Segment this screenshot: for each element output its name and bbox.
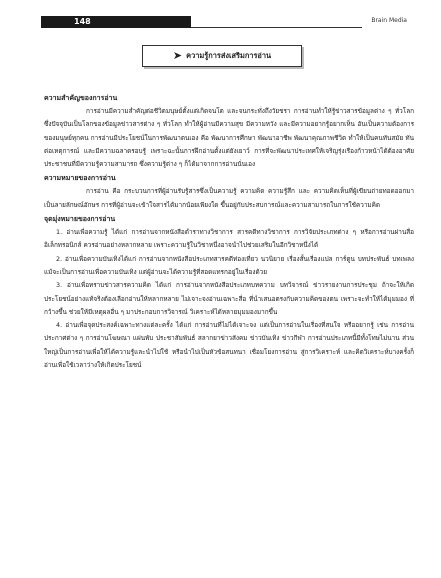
purpose-item-4: 4. อ่านเพื่อจุดประสงค์เฉพาะทางแต่ละครั้ง ได้แก่ การอ่านที่ไม่ได้เจาะจง แต่เป็นการอ่านในเรื่องที่สนใจ หรืออยากรู้ เช่น การอ่านประกาศต่าง ๆ การอ่านโฆษณา แผ่นพับ ประชาสัมพันธ์ สลากยาข่าวสังคม ข่าวบันเทิง ข่าวกีฬา การอ่านประเภทนี้มีทั้งโทษไม่นาน ส่วนใหญ่เป็นการอ่านเพื่อให้ได้ความรู้และนำไปใช้ หรือนำไปเป็นหัวข้อสนทนา เชื่อมโยงการอ่าน สู่การวิเคราะห์ และคิดวิเคราะห์บางครั้งก็อ่านเพื่อใช้เวลาว่างให้เกิดประโยชน์ — [44, 321, 414, 370]
purpose-item-2: 2. อ่านเพื่อความบันเทิงได้แก่ การอ่านจากหนังสือประเภทสารคดีท่องเที่ยว นวนิยาย เรื่องสั้นเรื่องแปล การ์ตูน บทประพันธ์ บทเพลง แม้จะเป็นการอ่านเพื่อความบันเทิง แต่ผู้อ่านจะได้ความรู้ที่สอดแทรกอยู่ในเรื่องด้วย — [44, 254, 414, 276]
document-body — [44, 91, 414, 372]
page-number-tab — [41, 16, 191, 28]
paragraph-importance: การอ่านมีความสำคัญต่อชีวิตมนุษย์ตั้งแต่เกิดจนโต และจนกระทั่งถึงวัยชรา การอ่านทำให้รู้ข่าวสารข้อมูลต่าง ๆ ทั่วโลก ซึ่งปัจจุบันเป็นโลกของข้อมูลข่าวสารต่าง ๆ ทั่วโลก ทำให้ผู้อ่านมีความสุข มีความหวัง และมีความอยากรู้อยากเห็น อันเป็นความต้องการของมนุษย์ทุกคน การอ่านมีประโยชน์ในการพัฒนาตนเอง คือ พัฒนาการศึกษา พัฒนาอาชีพ พัฒนาคุณภาพชีวิต ทำให้เป็นคนทันสมัย ทันต่อเหตุการณ์ และมีความฉลาดรอบรู้ เพราะฉะนั้นการฝึกอ่านตั้งแต่ยังเยาว์ การที่จะพัฒนาประเทศให้เจริญรุ่งเรืองก้าวหน้าได้ต้องอาศัยประชาชนที่มีความรู้ความสามารถ ซึ่งความรู้ต่าง ๆ ก็ได้มาจากการอ่านนั่นเอง — [44, 107, 414, 169]
heading-importance: ความสำคัญของการอ่าน — [44, 94, 118, 102]
section-title: ความรู้การส่งเสริมการอ่าน — [186, 51, 272, 60]
arrow-icon: ➤ — [172, 49, 183, 62]
brand-name: Brain Media — [371, 17, 407, 24]
section-title-box — [142, 45, 302, 67]
heading-purposes: จุดมุ่งหมายของการอ่าน — [44, 215, 116, 224]
purpose-item-1: 1. อ่านเพื่อความรู้ ได้แก่ การอ่านจากหนังสือตำราทางวิชาการ สารคดีทางวิชาการ การวิจัยประเภทต่าง ๆ หรือการอ่านผ่านสื่ออิเล็กทรอนิกส์ ควรอ่านอย่างหลากหลาย เพราะความรู้ในวิชาหนึ่งอาจนำไปช่วยเสริมในอีกวิชาหนึ่งได้ — [44, 228, 414, 250]
paragraph-meaning: การอ่าน คือ กระบวนการที่ผู้อ่านรับรู้สารซึ่งเป็นความรู้ ความคิด ความรู้สึก และ ความคิดเห็นที่ผู้เขียนถ่ายทอดออกมาเป็นลายลักษณ์อักษร การที่ผู้อ่านจะเข้าใจสารได้มากน้อยเพียงใด ขึ้นอยู่กับประสบการณ์และความสามารถในการใช้ความคิด — [44, 187, 414, 209]
header-rule — [191, 27, 362, 28]
page-number: 148 — [74, 17, 91, 26]
purpose-item-3: 3. อ่านเพื่อทราบข่าวสารความคิด ได้แก่ การอ่านจากหนังสือประเภทบทความ บทวิจารณ์ ข่าวรายงานการประชุม ถ้าจะให้เกิดประโยชน์อย่างแท้จริงต้องเลือกอ่านให้หลากหลาย ไม่เจาะจงอ่านเฉพาะสื่อ ที่นำเสนอตรงกับความคิดของตน เพราะจะทำให้ได้มุมมอง ที่กว้างขึ้น ช่วยให้มีเหตุผลอื่น ๆ มาประกอบการวิจารณ์ วิเคราะห์ได้หลายมุมมองมากขึ้น — [44, 281, 414, 316]
heading-meaning: ความหมายของการอ่าน — [44, 174, 116, 183]
